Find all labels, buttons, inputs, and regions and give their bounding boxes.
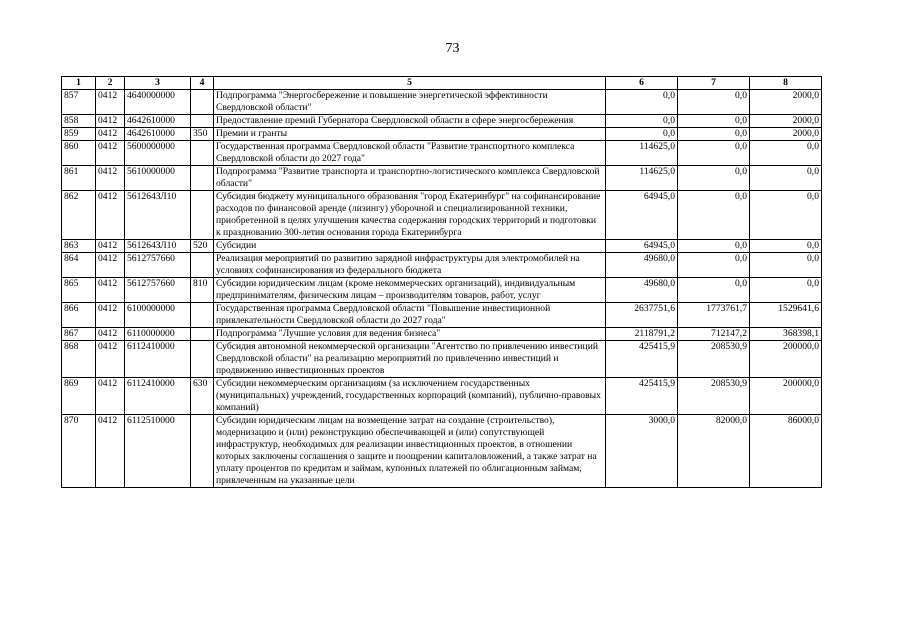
- item-name: Государственная программа Свердловской области "Повышение инвестиционной привлекательности Свердловской области до 2027 года": [214, 303, 606, 328]
- row-number: 870: [62, 415, 96, 488]
- table-row: [62, 415, 822, 488]
- section-code: 0412: [96, 253, 125, 278]
- section-code: 0412: [96, 115, 125, 128]
- expense-type-code: [191, 415, 214, 488]
- target-article-code: 4642610000: [125, 128, 191, 141]
- expense-type-code: [191, 115, 214, 128]
- item-name: Субсидия бюджету муниципального образования "город Екатеринбург" на софинансирование расходов по финансовой аренде (лизингу) уборочной и специализированной техники, приобретенной в целях улучшения качества содержания городских территорий и подготовки к празднованию 300-летия основания города Екатеринбурга: [214, 191, 606, 240]
- target-article-code: 5600000000: [125, 141, 191, 166]
- section-code: 0412: [96, 90, 125, 115]
- column-header: 3: [125, 77, 191, 90]
- section-code: 0412: [96, 128, 125, 141]
- target-article-code: 6112410000: [125, 341, 191, 378]
- row-number: 865: [62, 278, 96, 303]
- table-row: [62, 240, 822, 253]
- column-header: 6: [606, 77, 678, 90]
- target-article-code: 5610000000: [125, 166, 191, 191]
- amount-year-1: 114625,0: [606, 166, 678, 191]
- item-name: Субсидии некоммерческим организациям (за исключением государственных (муниципальных) учреждений, государственных корпораций (компаний), публично-правовых компаний): [214, 378, 606, 415]
- table-row: [62, 278, 822, 303]
- amount-year-3: 0,0: [750, 278, 822, 303]
- target-article-code: 4640000000: [125, 90, 191, 115]
- row-number: 858: [62, 115, 96, 128]
- amount-year-1: 2637751,6: [606, 303, 678, 328]
- amount-year-1: 64945,0: [606, 240, 678, 253]
- amount-year-1: 425415,9: [606, 378, 678, 415]
- expense-type-code: [191, 253, 214, 278]
- expense-type-code: 350: [191, 128, 214, 141]
- expense-type-code: [191, 341, 214, 378]
- amount-year-1: 425415,9: [606, 341, 678, 378]
- row-number: 866: [62, 303, 96, 328]
- amount-year-3: 200000,0: [750, 341, 822, 378]
- item-name: Премии и гранты: [214, 128, 606, 141]
- amount-year-1: 64945,0: [606, 191, 678, 240]
- amount-year-3: 1529641,6: [750, 303, 822, 328]
- table-row: [62, 191, 822, 240]
- target-article-code: 6110000000: [125, 328, 191, 341]
- column-header: 1: [62, 77, 96, 90]
- item-name: Субсидии юридическим лицам (кроме некоммерческих организаций), индивидуальным предпринимателям, физическим лицам – производителям товаров, работ, услуг: [214, 278, 606, 303]
- amount-year-3: 200000,0: [750, 378, 822, 415]
- section-code: 0412: [96, 166, 125, 191]
- amount-year-2: 82000,0: [678, 415, 750, 488]
- expense-type-code: 810: [191, 278, 214, 303]
- amount-year-2: 0,0: [678, 166, 750, 191]
- column-header: 4: [191, 77, 214, 90]
- target-article-code: 6112410000: [125, 378, 191, 415]
- row-number: 869: [62, 378, 96, 415]
- expense-type-code: [191, 141, 214, 166]
- budget-table: [61, 76, 822, 488]
- item-name: Подпрограмма "Энергосбережение и повышение энергетической эффективности Свердловской области": [214, 90, 606, 115]
- amount-year-2: 0,0: [678, 253, 750, 278]
- table-row: [62, 303, 822, 328]
- table-row: [62, 115, 822, 128]
- target-article-code: 5612757660: [125, 278, 191, 303]
- amount-year-3: 0,0: [750, 166, 822, 191]
- item-name: Государственная программа Свердловской области "Развитие транспортного комплекса Свердловской области до 2027 года": [214, 141, 606, 166]
- section-code: 0412: [96, 303, 125, 328]
- amount-year-1: 49680,0: [606, 278, 678, 303]
- expense-type-code: 520: [191, 240, 214, 253]
- amount-year-2: 208530,9: [678, 341, 750, 378]
- section-code: 0412: [96, 328, 125, 341]
- section-code: 0412: [96, 415, 125, 488]
- amount-year-2: 0,0: [678, 278, 750, 303]
- row-number: 864: [62, 253, 96, 278]
- amount-year-3: 368398,1: [750, 328, 822, 341]
- section-code: 0412: [96, 378, 125, 415]
- table-row: [62, 166, 822, 191]
- expense-type-code: [191, 90, 214, 115]
- column-header: 8: [750, 77, 822, 90]
- table-row: [62, 328, 822, 341]
- amount-year-1: 0,0: [606, 90, 678, 115]
- table-row: [62, 378, 822, 415]
- item-name: Подпрограмма "Развитие транспорта и транспортно-логистического комплекса Свердловской области": [214, 166, 606, 191]
- page-number: 73: [445, 41, 460, 56]
- row-number: 868: [62, 341, 96, 378]
- target-article-code: 561264ЗЛ10: [125, 240, 191, 253]
- item-name: Подпрограмма "Лучшие условия для ведения бизнеса": [214, 328, 606, 341]
- row-number: 867: [62, 328, 96, 341]
- table-row: [62, 341, 822, 378]
- section-code: 0412: [96, 240, 125, 253]
- amount-year-3: 86000,0: [750, 415, 822, 488]
- expense-type-code: [191, 328, 214, 341]
- amount-year-1: 0,0: [606, 115, 678, 128]
- target-article-code: 4642610000: [125, 115, 191, 128]
- amount-year-3: 0,0: [750, 253, 822, 278]
- item-name: Субсидии юридическим лицам на возмещение затрат на создание (строительство), модернизацию и (или) реконструкцию обеспечивающей и (или) сопутствующей инфраструктур, необходимых для реализации инвестиционных проектов, в отношении которых заключены соглашения о защите и поощрении капиталовложений, а также затрат на уплату процентов по кредитам и займам, купонных платежей по облигационным займам, привлеченным на указанные цели: [214, 415, 606, 488]
- amount-year-2: 712147,2: [678, 328, 750, 341]
- row-number: 860: [62, 141, 96, 166]
- amount-year-3: 2000,0: [750, 115, 822, 128]
- amount-year-3: 0,0: [750, 191, 822, 240]
- row-number: 863: [62, 240, 96, 253]
- target-article-code: 561264ЗЛ10: [125, 191, 191, 240]
- row-number: 861: [62, 166, 96, 191]
- expense-type-code: [191, 303, 214, 328]
- target-article-code: 6100000000: [125, 303, 191, 328]
- item-name: Предоставление премий Губернатора Свердловской области в сфере энергосбережения: [214, 115, 606, 128]
- amount-year-2: 0,0: [678, 90, 750, 115]
- amount-year-3: 0,0: [750, 240, 822, 253]
- amount-year-2: 1773761,7: [678, 303, 750, 328]
- target-article-code: 5612757660: [125, 253, 191, 278]
- table-row: [62, 90, 822, 115]
- amount-year-1: 114625,0: [606, 141, 678, 166]
- expense-type-code: [191, 191, 214, 240]
- section-code: 0412: [96, 141, 125, 166]
- expense-type-code: [191, 166, 214, 191]
- amount-year-3: 2000,0: [750, 128, 822, 141]
- item-name: Субсидия автономной некоммерческой организации "Агентство по привлечению инвестиций Свердловской области" на реализацию мероприятий по привлечению инвестиций и продвижению инвестиционных проектов: [214, 341, 606, 378]
- header-row: [62, 77, 822, 90]
- section-code: 0412: [96, 341, 125, 378]
- table-row: [62, 128, 822, 141]
- section-code: 0412: [96, 278, 125, 303]
- column-header: 7: [678, 77, 750, 90]
- amount-year-2: 0,0: [678, 191, 750, 240]
- amount-year-1: 0,0: [606, 128, 678, 141]
- column-header: 2: [96, 77, 125, 90]
- section-code: 0412: [96, 191, 125, 240]
- amount-year-2: 0,0: [678, 141, 750, 166]
- row-number: 857: [62, 90, 96, 115]
- amount-year-1: 49680,0: [606, 253, 678, 278]
- item-name: Субсидии: [214, 240, 606, 253]
- table-row: [62, 141, 822, 166]
- amount-year-1: 2118791,2: [606, 328, 678, 341]
- table-row: [62, 253, 822, 278]
- amount-year-1: 3000,0: [606, 415, 678, 488]
- amount-year-2: 0,0: [678, 115, 750, 128]
- column-header: 5: [214, 77, 606, 90]
- row-number: 859: [62, 128, 96, 141]
- target-article-code: 6112510000: [125, 415, 191, 488]
- amount-year-3: 0,0: [750, 141, 822, 166]
- item-name: Реализация мероприятий по развитию зарядной инфраструктуры для электромобилей на условиях софинансирования из федерального бюджета: [214, 253, 606, 278]
- amount-year-2: 0,0: [678, 128, 750, 141]
- row-number: 862: [62, 191, 96, 240]
- expense-type-code: 630: [191, 378, 214, 415]
- amount-year-2: 0,0: [678, 240, 750, 253]
- amount-year-2: 208530,9: [678, 378, 750, 415]
- amount-year-3: 2000,0: [750, 90, 822, 115]
